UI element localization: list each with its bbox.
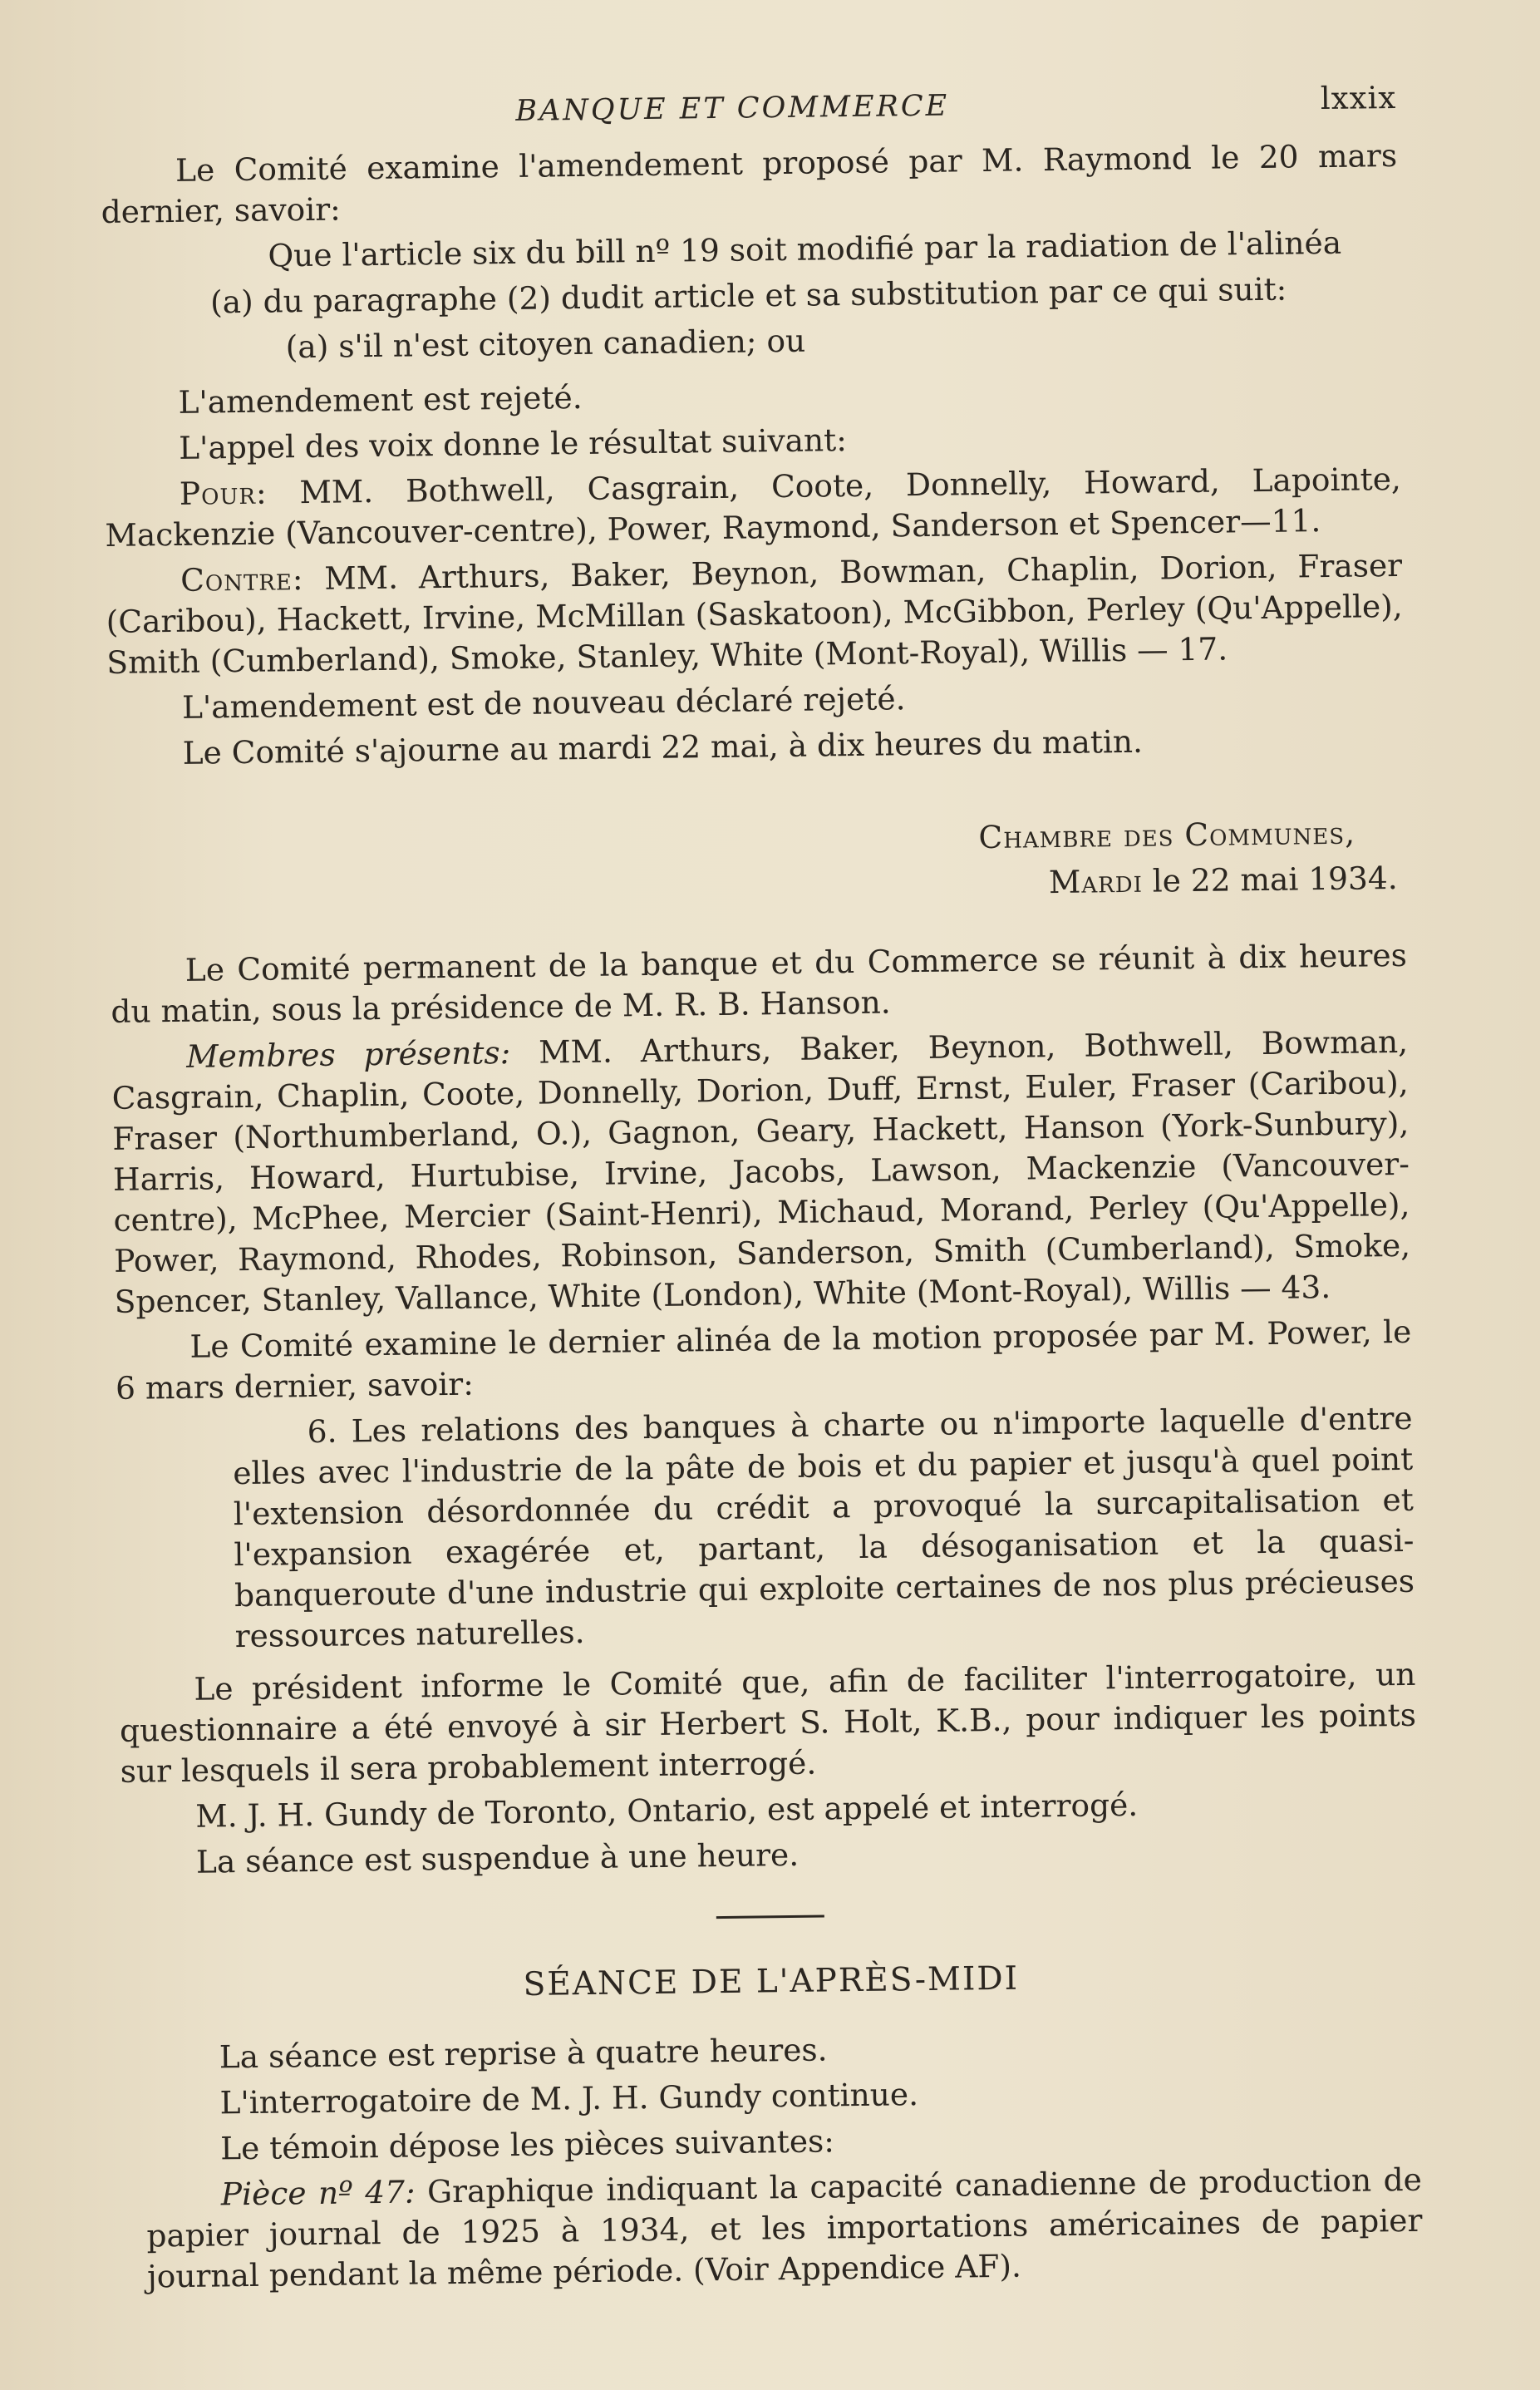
amendment-intro: Le Comité examine l'amendement proposé par M. Raymond le 20 mars dernier, savoir: <box>101 136 1398 230</box>
exhibit-47 <box>146 2160 1424 2298</box>
vote-intro: L'appel des voix donne le résultat suivant: <box>178 421 848 466</box>
dateline-place: Chambre des Communes, <box>978 814 1356 856</box>
exhibit-description: Graphique indiquant la capacité canadienne de production de papier journal de 1925 à 1934, et les importations américaines de papier journal pendant la même période. (Voir Appendice AF). <box>146 2161 1423 2295</box>
amendment-rejected-again: L'amendement est de nouveau déclaré rejeté. <box>181 680 906 726</box>
witness-exhibits: Le témoin dépose les pièces suivantes: <box>219 2122 835 2167</box>
amendment-rejected: L'amendement est rejeté. <box>178 378 583 421</box>
session-suspended: La séance est suspendue à une heure. <box>195 1836 800 1880</box>
running-head: BANQUE ET COMMERCE <box>515 89 950 128</box>
page-content <box>100 77 1423 2303</box>
vote-pour <box>105 459 1402 556</box>
members-label: Membres présents: <box>185 1034 511 1075</box>
witness-called: M. J. H. Gundy de Toronto, Ontario, est appelé et interrogé. <box>195 1786 1139 1835</box>
contre-members: MM. Arthurs, Baker, Beynon, Bowman, Chaplin, Dorion, Fraser (Caribou), Hackett, Irvine, McMillan (Saskatoon), McGibbon, Perley (Qu'Appelle), Smith (Cumberland), Smoke, Stanley, White (Mont-Royal), Willis — 17. <box>106 546 1403 681</box>
amendment-line-3: (a) s'il n'est citoyen canadien; ou <box>285 322 806 366</box>
pour-label: Pour: <box>179 474 268 512</box>
dateline-day: Mardi <box>1048 862 1144 901</box>
meeting-opening: Le Comité permanent de la banque et du Commerce se réunit à dix heures du matin, sous la présidence de M. R. B. Hanson. <box>111 936 1408 1030</box>
dateline-date <box>109 858 1397 914</box>
exhibit-label: Pièce nº 47: <box>220 2173 416 2213</box>
afternoon-section <box>124 2023 1424 2298</box>
members-present <box>111 1022 1411 1323</box>
adjournment: Le Comité s'ajourne au mardi 22 mai, à dix heures du matin. <box>182 722 1144 771</box>
members-list: MM. Arthurs, Baker, Beynon, Bothwell, Bowman, Casgrain, Chaplin, Coote, Donnelly, Dorion, Duff, Ernst, Euler, Fraser (Caribou), Fraser (Northumberland, O.), Gagnon, Geary, Hackett, Hanson (York-Sunbury), Harris, Howard, Hurtubise, Irvine, Jacobs, Lawson, Mackenzie (Vancouver-centre), McPhee, Mercier (Saint-Henri), Michaud, Morand, Perley (Qu'Appelle), Power, Raymond, Rhodes, Robinson, Sanderson, Smith (Cumberland), Smoke, Spencer, Stanley, Vallance, White (London), White (Mont-Royal), Willis — 43. <box>111 1023 1411 1320</box>
pour-members: MM. Bothwell, Casgrain, Coote, Donnelly, Howard, Lapointe, Mackenzie (Vancouver-centre), Power, Raymond, Sanderson et Spencer—11. <box>105 460 1402 554</box>
vote-contre <box>106 545 1404 683</box>
contre-label: Contre: <box>180 560 304 599</box>
amendment-line-2: (a) du paragraphe (2) dudit article et sa substitution par ce qui suit: <box>209 270 1287 321</box>
session-resumed: La séance est reprise à quatre heures. <box>219 2031 828 2076</box>
section-divider <box>716 1915 824 1919</box>
motion-quote <box>232 1398 1415 1657</box>
afternoon-heading: SÉANCE DE L'APRÈS-MIDI <box>523 1959 1020 2003</box>
page-number: lxxix <box>1320 79 1397 117</box>
president-note: Le président informe le Comité que, afin de faciliter l'interrogatoire, un questionnaire a été envoyé à sir Herbert S. Holt, K.B., pour indiquer les points sur lesquels il sera probablement interrogé. <box>119 1655 1417 1790</box>
dateline-day-date: le 22 mai 1934. <box>1152 859 1398 899</box>
motion-text: 6. Les relations des banques à charte ou n'importe laquelle d'entre elles avec l'industrie de la pâte de bois et du papier et jusqu'à quel point l'extension désordonnée du crédit a provoqué la surcapitalisation et l'expansion exagérée et, partant, la désoganisation et la quasi-banqueroute d'une industrie qui exploite certaines de nos plus précieuses ressources naturelles. <box>233 1399 1415 1655</box>
amendment-line-1: Que l'article six du bill nº 19 soit modifié par la radiation de l'alinéa <box>268 224 1342 274</box>
motion-intro: Le Comité examine le dernier alinéa de la motion proposée par M. Power, le 6 mars dernier, savoir: <box>115 1313 1412 1407</box>
interrogation-continues: L'interrogatoire de M. J. H. Gundy continue. <box>219 2076 919 2121</box>
